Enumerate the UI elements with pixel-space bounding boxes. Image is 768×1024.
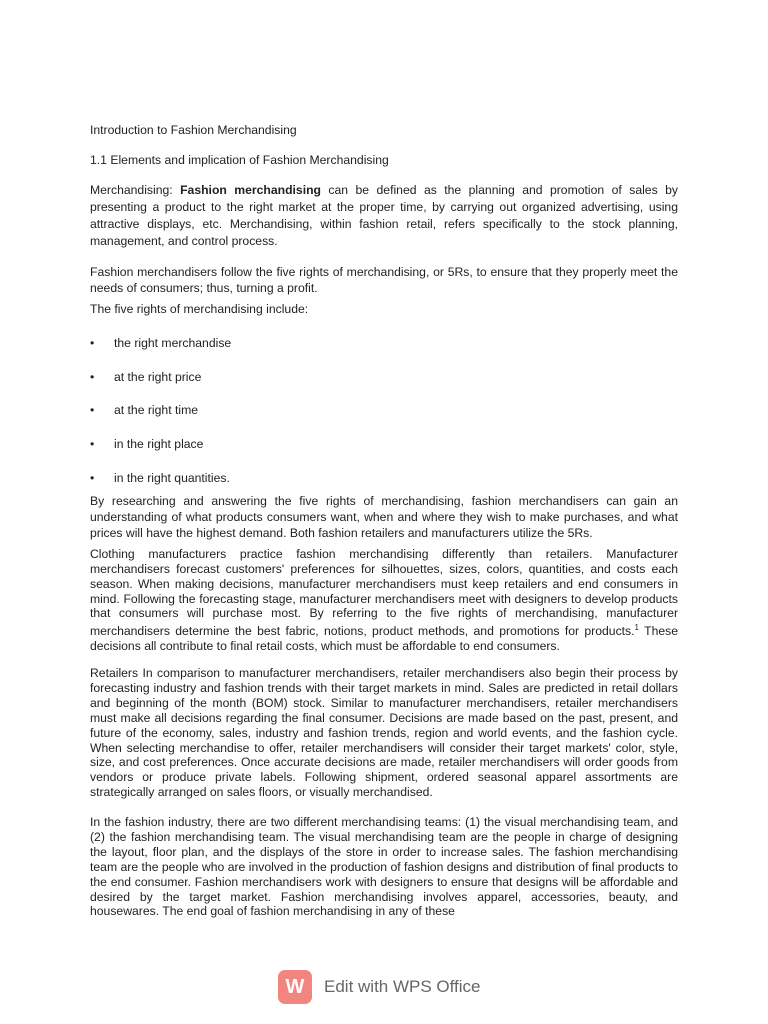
paragraph-5rs: Fashion merchandisers follow the five rights of merchandising, or 5Rs, to ensure that they properly meet the needs of consumers; thus, turning a profit. (90, 265, 678, 295)
document-title: Introduction to Fashion Merchandising (90, 123, 297, 137)
paragraph-list-intro: The five rights of merchandising include: (90, 302, 309, 316)
bullet-icon: • (90, 336, 95, 350)
edit-with-wps-button[interactable] (278, 970, 481, 1004)
bullet-icon: • (90, 403, 95, 417)
paragraph-retailers: Retailers In comparison to manufacturer merchandisers, retailer merchandisers also begin their process by forecasting industry and fashion trends with their target markets in mind. Sales are predicted in retail dollars and beginning of the month (BOM) stock. Similar to manufacturer merchandisers, retailer merchandisers must make all decisions regarding the final consumer. Decisions are made based on the past, present, and future of the economy, sales, industry and fashion trends, region and world events, and the fashion cycle. When selecting merchandise to offer, retailer merchandisers will consider their target markets' color, style, size, and cost preferences. Once accurate decisions are made, retailer merchandisers will order goods from vendors or produce private labels. Following shipment, ordered seasonal apparel assortments are strategically arranged on sales floors, or visually merchandised. (90, 666, 678, 800)
bold-term: Fashion merchandising (180, 183, 321, 197)
paragraph-definition (90, 182, 678, 250)
bullet-icon: • (90, 471, 95, 485)
paragraph-research: By researching and answering the five rights of merchandising, fashion merchandisers can gain an understanding of what products consumers want, when and where they wish to make purchases, and what prices will have the highest demand. Both fashion retailers and manufacturers utilize the 5Rs. (90, 494, 678, 540)
lead: Merchandising: (90, 183, 181, 197)
rest: can be defined as the planning and promotion of sales by presenting a product to the right market at the proper time, by carrying out organized advertising, using attractive displays, etc. Merchandising, within fashion retail, refers specifically to the stock planning, management, and control process. (90, 183, 678, 248)
paragraph-teams: In the fashion industry, there are two different merchandising teams: (1) the visual merchandising team, and (2) the fashion merchandising team. The visual merchandising team are the people in charge of designing the layout, floor plan, and the displays of the store in order to increase sales. The fashion merchandising team are the people who are involved in the production of fashion designs and distribution of final products to the end consumer. Fashion merchandisers work with designers to ensure that designs will be affordable and desired by the target market. Fashion merchandising involves apparel, accessories, beauty, and housewares. The end goal of fashion merchandising in any of these (90, 815, 678, 919)
paragraph-manufacturers: Clothing manufacturers practice fashion merchandising differently than retailers. Manufacturer merchandisers forecast customers' preferences for silhouettes, sizes, colors, quantities, and costs each season. When making decisions, manufacturer merchandisers must keep retailers and end consumers in mind. Following the forecasting stage, manufacturer merchandisers meet with designers to develop products that consumers will purchase most. By referring to the five rights of merchandising, manufacturer merchandisers determine the best fabric, notions, product methods, and promotions for products.$^1$ These decisions all contribute to final retail costs, which must be affordable to end consumers. (90, 547, 678, 654)
wps-label: Edit with WPS Office (324, 977, 481, 996)
bullet-icon: • (90, 437, 95, 451)
wps-logo-icon: W (278, 970, 312, 1004)
footnote-ref[interactable]: 1 (634, 623, 639, 633)
bullet-icon: • (90, 370, 95, 384)
section-heading: 1.1 Elements and implication of Fashion Merchandising (90, 153, 389, 167)
